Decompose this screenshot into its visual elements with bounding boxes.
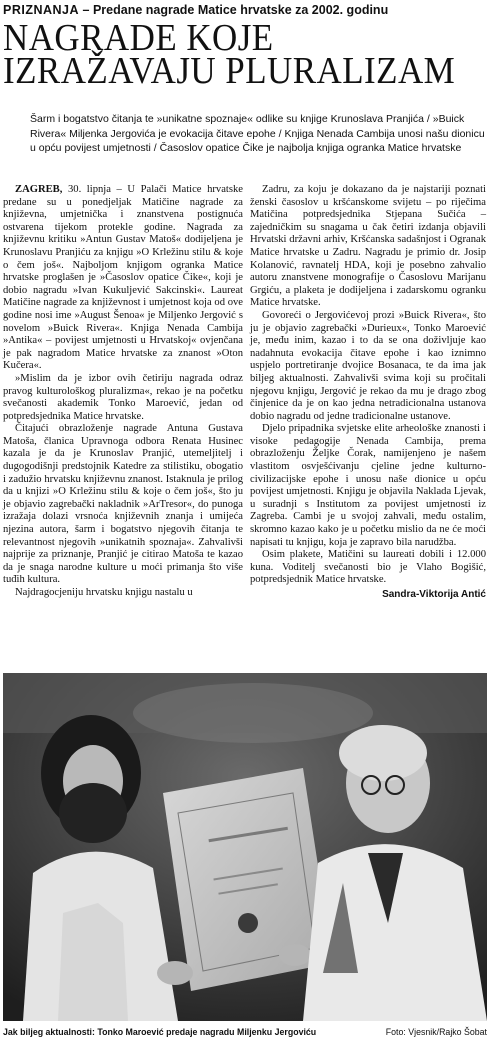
dateline: ZAGREB,	[15, 184, 63, 195]
article-paragraph: Zadru, za koju je dokazano da je najstariji poznati ženski časoslov u kršćanskome svijetu – po riječima Matičina potpredsjednika Stjepana Sučića – zajedničkim su snagama u čak četiri izdanja objavili Hrvatski državni arhiv, Kršćanska sadašnjost i Ogranak Matice hrvatske u Zadru. Nagradu je primio dr. Josip Kolanović, ravnatelj HDA, koji je posebno zahvalio autoru znanstvene monografije o Časoslovu Marijanu Grgiću, a plaketa je dodijeljena i zadarskomu ogranku Matice hrvatske.	[250, 184, 486, 309]
author-byline: Sandra-Viktorija Antić	[382, 589, 486, 600]
article-paragraph: Najdragocjeniju hrvatsku knjigu nastalu u	[15, 587, 193, 598]
article-column-left	[3, 184, 243, 600]
headline	[3, 17, 456, 92]
deck-summary: Šarm i bogatstvo čitanja te »unikatne spoznaje« odlike su knjige Krunoslava Pranjića / »Buick Rivera« Miljenka Jergovića je evokacija čitave epohe / Knjiga Nenada Cambija unosi našu dionicu u opću povijest umjetnosti / Časoslov opatice Čike je najbolja knjiga ogranka Matice hrvatske	[30, 113, 485, 155]
section-label: PRIZNANJA	[3, 3, 80, 17]
article-paragraph: Djelo pripadnika svjetske elite arheološke znanosti i visoke pedagogije Nenada Cambija, prema obrazloženju Željke Čorak, namijenjeno je našem vlastitom osvješćivanju cjeline jedne kulturno-civilizacijske epohe i unosu naše dionice u opću povijest umjetnosti. Knjigu je objavila Naklada Ljevak, u suradnji s Institutom za povijest umjetnosti iz Zagreba. Cambi je u svojoj zahvali, među ostalim, skromno kazao kako je u početku mislio da ne će moći napisati tu knjigu, koja je zapravo bila narudžba.	[250, 423, 486, 548]
photo-caption	[3, 1026, 487, 1038]
article-paragraph: »Mislim da je izbor ovih četiriju nagrada odraz pravog kulturološkog pluralizma«, rekao je na početku svečanosti akademik Tonko Maroević, jedan od potpredsjednika Matice hrvatske.	[3, 372, 243, 422]
award-photo	[3, 673, 487, 1021]
article-paragraph: Govoreći o Jergovićevoj prozi »Buick Rivera«, što ju je objavio zagrebački »Durieux«, Tonko Maroević je, među inim, kazao i to da se ona doživljuje kao nadahnuta evokacija čitave epohe i kao iznimno uspjelo portretiranje dvojice Bosanaca, te da ima jak biljeg aktualnosti. Zahvalivši svima koji su pročitali njegovu knjigu, Jergović je rekao da mu je drago zbog činjenice da je on kao jedna netradicionalna ustanova dobio nagradu od jedne tradicionalne ustanove.	[250, 309, 486, 422]
kicker-title: – Predane nagrade Matice hrvatske za 2002. godinu	[82, 3, 389, 17]
photo-credit: Foto: Vjesnik/Rajko Šobat	[385, 1027, 487, 1037]
headline-line-2: IZRAŽAVAJU PLURALIZAM	[3, 50, 456, 92]
paragraph-text: 30. lipnja – U Palači Matice hrvatske predane su u ponedjeljak Matičine nagrade za književna, umjetnička i znanstvena postignuća ostvarena tijekom protekle godine. Nagrada za književnu kritiku »Antun Gustav Matoš« dodijeljena je Krunoslavu Pranjiću za knjigu »O Krležinu stilu & koje o čem još«. Najboljom knjigom ogranka Matice hrvatske proglašen je »Časoslov opatice Čike«, koji je dobio nagradu »Ivan Kukuljević Sakcinski«. Laureat Matičine nagrade za književnost i umjetnost koja od ove godine nosi ime »August Šenoa« je Miljenko Jergović s novelom »Buick Rivera«. Knjiga Nenada Cambija »Antika« – povijest umjetnosti u Hrvatskoj« ovjenčana je pak nagradom Matice hrvatske za znanost »Oton Kučera«.	[3, 184, 243, 372]
headline-line-1: NAGRADE KOJE	[3, 17, 274, 59]
article-paragraph: Čitajući obrazloženje nagrade Antuna Gustava Matoša, članica Upravnoga odbora Renata Husinec kazala je da je Krunoslav Pranjić, utemeljitelj i dugogodišnji predstojnik Katedre za stilistiku, obogatio i zadužio hrvatsku književnu znanost. Istaknula je prilog da u knjizi »O Krležinu stilu & koje o čem još«, što ju je objavio zagrebački nakladnik »ArTresor«, do punoga izražaja dolazi vrsnoća književnih znanja i umijeća njezina autora, šarm i bogatstvo njegovih čitanja te relevantnost njegovih »unikatnih spoznaja«. Zahvalivši najprije za priznanje, Pranjić je citirao Matoša te kazao da je snaga narodne kulture u moći primanja što više tuđih kultura.	[3, 423, 243, 586]
article-paragraph	[3, 184, 243, 373]
section-kicker	[3, 2, 487, 18]
photo-illustration	[3, 673, 487, 1021]
caption-text: Jak biljeg aktualnosti: Tonko Maroević predaje nagradu Miljenku Jergoviću	[3, 1027, 317, 1037]
article-column-right	[250, 184, 486, 602]
article-paragraph: Osim plakete, Matičini su laureati dobili i 12.000 kuna. Voditelj svečanosti bio je Vlaho Bogišić, potpredsjednik Matice hrvatske.	[250, 549, 486, 586]
